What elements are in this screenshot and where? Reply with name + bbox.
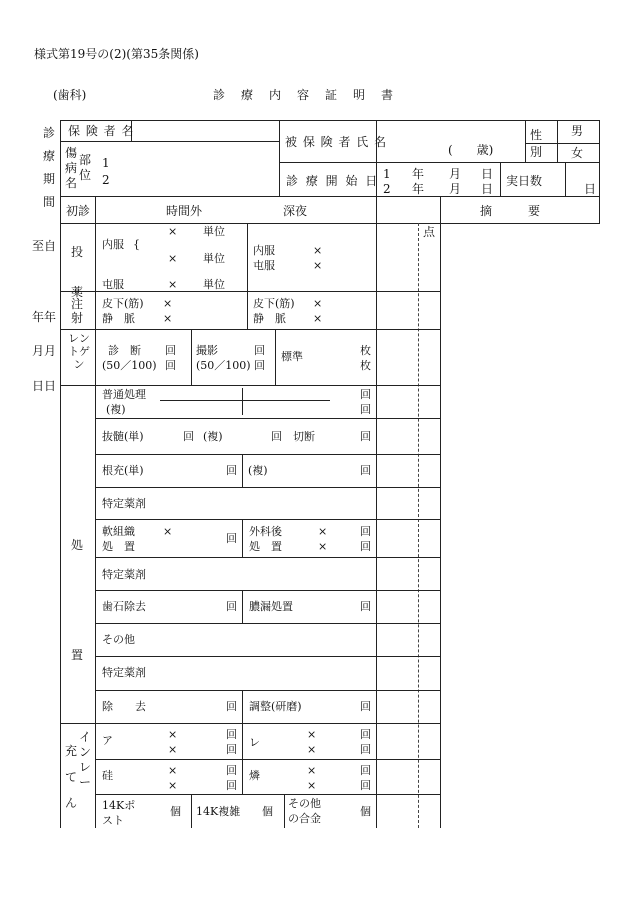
- special-drug-3: 特定薬剤: [102, 666, 146, 679]
- to-label: 至自: [32, 239, 57, 253]
- treatment-other: その他: [102, 633, 135, 646]
- injury-row-1: 1: [102, 156, 110, 170]
- summary-header: 摘 要: [480, 204, 541, 218]
- points-label: 点: [423, 225, 436, 239]
- inlay-label: インレー: [78, 730, 91, 789]
- injury-row-2: 2: [102, 173, 110, 187]
- site-label: 部位: [78, 153, 91, 182]
- form-number: 様式第19号の(2)(第35条関係): [34, 47, 199, 61]
- sex-label: 性別: [529, 128, 542, 159]
- injection-label: 注射: [70, 297, 83, 325]
- late-night-label: 深夜: [283, 204, 308, 218]
- injury-label: 傷病名: [64, 146, 77, 190]
- xray-label: レントゲン: [68, 332, 90, 371]
- day-label: 日日: [32, 379, 57, 393]
- filling-label: 充てん: [64, 744, 77, 810]
- days-unit: 日: [584, 182, 597, 196]
- sex-female-option[interactable]: 女: [571, 146, 584, 160]
- month-label: 月月: [32, 344, 57, 358]
- days-label: 実日数: [506, 174, 543, 188]
- first-visit-label: 初診: [66, 204, 91, 218]
- page-title: 診 療 内 容 証 明 書: [213, 88, 396, 102]
- insurer-label: 保 険 者 名: [68, 124, 135, 138]
- treatment-label: 処置: [70, 538, 83, 662]
- insured-name-label: 被 保 険 者 氏 名: [285, 135, 388, 149]
- dosage-label: 投薬: [70, 245, 83, 299]
- special-drug-1: 特定薬剤: [102, 497, 146, 510]
- age-field[interactable]: ( 歳): [448, 143, 494, 157]
- year-label: 年年: [32, 310, 57, 324]
- sex-male-option[interactable]: 男: [571, 124, 584, 138]
- department-label: (歯科): [53, 88, 87, 102]
- period-label: 診療期間: [42, 126, 55, 209]
- special-drug-2: 特定薬剤: [102, 568, 146, 581]
- after-hours-label: 時間外: [166, 204, 203, 218]
- start-date-label: 診 療 開 始 日: [286, 174, 380, 188]
